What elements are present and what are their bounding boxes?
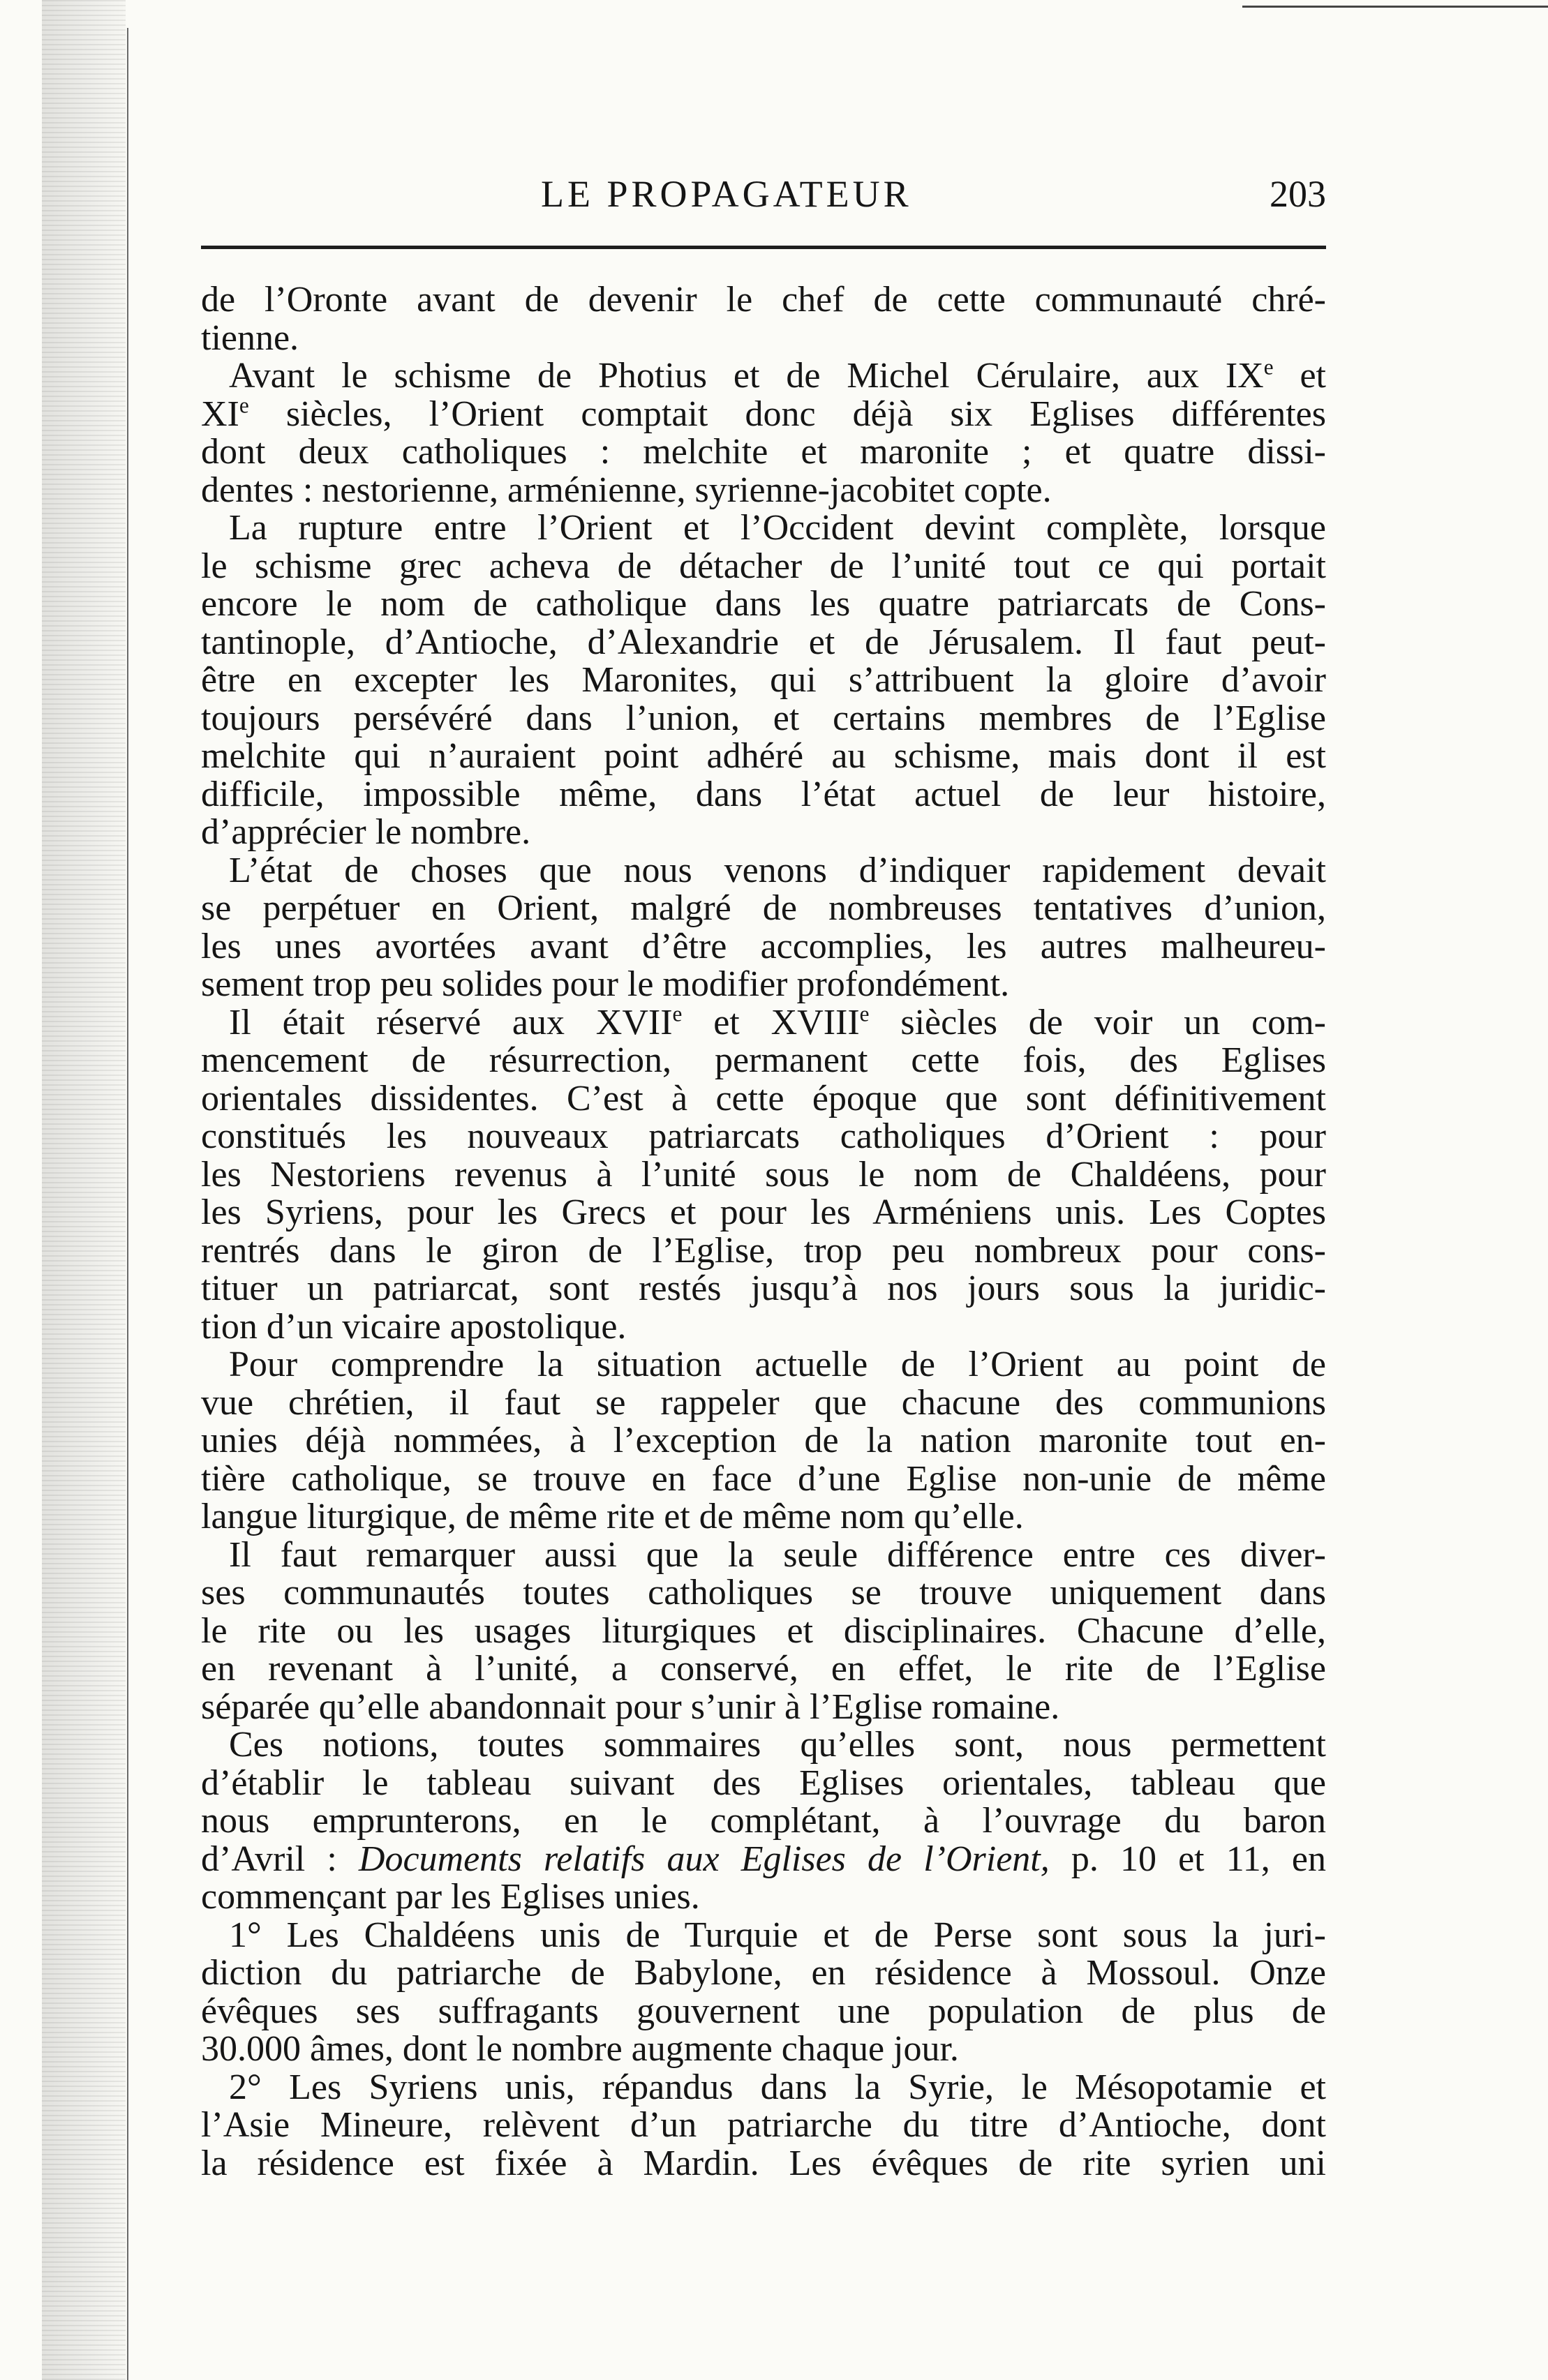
text-line: La rupture entre l’Orient et l’Occident devint complète, lorsque	[229, 508, 1326, 548]
paragraph	[201, 852, 1326, 1004]
text-line: le rite ou les usages liturgiques et disciplinaires. Chacune d’elle,	[201, 1610, 1326, 1651]
superscript: e	[672, 1001, 683, 1026]
paragraph	[201, 1726, 1326, 1917]
text-line: dentes : nestorienne, arménienne, syrienne-jacobitet copte.	[201, 470, 1052, 510]
text-line: la résidence est fixée à Mardin. Les évêques de rite syrien uni	[201, 2143, 1326, 2183]
superscript: e	[239, 392, 249, 417]
text-line: orientales dissidentes. C’est à cette époque que sont définitivement	[201, 1078, 1326, 1118]
text-line: toujours persévéré dans l’union, et certains membres de l’Eglise	[201, 698, 1326, 738]
text-line: unies déjà nommées, à l’exception de la nation maronite tout en-	[201, 1421, 1326, 1460]
top-edge-line	[1242, 6, 1548, 8]
text-line: rentrés dans le giron de l’Eglise, trop peu nombreux pour cons-	[201, 1230, 1326, 1271]
text-segment: Avant le schisme de Photius et de Michel Cérulaire, aux IX	[229, 356, 1264, 396]
text-line: encore le nom de catholique dans les quatre patriarcats de Cons-	[201, 584, 1326, 624]
paragraph	[201, 2069, 1326, 2183]
text-line: constitués les nouveaux patriarcats catholiques d’Orient : pour	[201, 1116, 1326, 1156]
text-line: de l’Oronte avant de devenir le chef de cette communauté chré-	[201, 280, 1326, 320]
text-line: langue liturgique, de même rite et de même nom qu’elle.	[201, 1497, 1024, 1536]
text-line: melchite qui n’auraient point adhéré au schisme, mais dont il est	[201, 736, 1326, 776]
text-line: les Nestoriens revenus à l’unité sous le nom de Chaldéens, pour	[201, 1154, 1326, 1195]
text-line: ses communautés toutes catholiques se trouve uniquement dans	[201, 1573, 1326, 1612]
text-line: être en excepter les Maronites, qui s’attribuent la gloire d’avoir	[201, 660, 1326, 700]
text-line: 1° Les Chaldéens unis de Turquie et de Perse sont sous la juri-	[229, 1915, 1326, 1955]
text-line: commençant par les Eglises unies.	[201, 1877, 700, 1917]
paragraph	[201, 1917, 1326, 2069]
text-line: 30.000 âmes, dont le nombre augmente chaque jour.	[201, 2029, 959, 2069]
text-line: Il faut remarquer aussi que la seule différence entre ces diver-	[229, 1534, 1326, 1575]
paragraph	[201, 1346, 1326, 1536]
paragraph	[201, 1001, 1326, 1347]
text-line: mencement de résurrection, permanent cette fois, des Eglises	[201, 1040, 1326, 1080]
text-line: les Syriens, pour les Grecs et pour les Arméniens unis. Les Coptes	[201, 1192, 1326, 1232]
scan-binding-shadow	[42, 0, 126, 2380]
text-line	[201, 1841, 1326, 1879]
text-segment: et XVIII	[682, 1002, 860, 1042]
text-line: tienne.	[201, 317, 299, 358]
text-line: L’état de choses que nous venons d’indiquer rapidement devait	[229, 850, 1326, 890]
text-line: tantinople, d’Antioche, d’Alexandrie et de Jérusalem. Il faut peut-	[201, 622, 1326, 662]
text-line: Pour comprendre la situation actuelle de l’Orient au point de	[229, 1345, 1326, 1384]
text-line: diction du patriarche de Babylone, en résidence à Mossoul. Onze	[201, 1953, 1326, 1993]
text-segment: p. 10 et 11, en	[1049, 1839, 1327, 1879]
text-line: les unes avortées avant d’être accomplies, les autres malheureu-	[201, 926, 1326, 966]
page-number: 203	[1270, 173, 1326, 215]
text-segment: Il était réservé aux XVII	[229, 1002, 673, 1042]
text-line: 2° Les Syriens unis, répandus dans la Syrie, le Mésopotamie et	[229, 2067, 1326, 2107]
text-line	[201, 1001, 1326, 1042]
text-line: tituer un patriarcat, sont restés jusqu’à nos jours sous la juridic-	[201, 1268, 1326, 1308]
text-line	[201, 392, 1326, 434]
text-line: Ces notions, toutes sommaires qu’elles sont, nous permettent	[229, 1725, 1326, 1765]
text-line: sement trop peu solides pour le modifier profondément.	[201, 964, 1010, 1004]
binding-edge-line	[127, 28, 128, 2380]
text-line: tion d’un vicaire apostolique.	[201, 1306, 627, 1347]
header-rule	[201, 246, 1326, 249]
text-line	[201, 354, 1326, 396]
paragraph	[201, 1536, 1326, 1727]
superscript: e	[1263, 354, 1274, 380]
running-title: LE PROPAGATEUR	[541, 173, 912, 215]
text-segment: siècles de voir un com-	[869, 1002, 1326, 1042]
text-line: nous emprunterons, en le complétant, à l’ouvrage du baron	[201, 1801, 1326, 1841]
text-segment: siècles, l’Orient comptait donc déjà six Eglises différentes	[248, 394, 1326, 434]
text-segment: et	[1273, 356, 1326, 396]
text-line: se perpétuer en Orient, malgré de nombreuses tentatives d’union,	[201, 888, 1326, 928]
page-body	[201, 281, 1326, 2183]
superscript: e	[859, 1001, 870, 1026]
paragraph	[201, 354, 1326, 510]
text-line: en revenant à l’unité, a conservé, en effet, le rite de l’Eglise	[201, 1649, 1326, 1689]
text-line: d’établir le tableau suivant des Eglises orientales, tableau que	[201, 1762, 1326, 1803]
text-line: évêques ses suffragants gouvernent une population de plus de	[201, 1991, 1326, 2031]
text-line: séparée qu’elle abandonnait pour s’unir à l’Eglise romaine.	[201, 1686, 1060, 1727]
text-line: d’apprécier le nombre.	[201, 812, 531, 852]
text-line: le schisme grec acheva de détacher de l’unité tout ce qui portait	[201, 546, 1326, 586]
paragraph	[201, 509, 1326, 852]
text-line: tière catholique, se trouve en face d’une Eglise non-unie de même	[201, 1458, 1326, 1499]
text-segment: d’Avril :	[201, 1839, 359, 1879]
text-line: difficile, impossible même, dans l’état actuel de leur histoire,	[201, 774, 1326, 814]
text-line: vue chrétien, il faut se rappeler que chacune des communions	[201, 1382, 1326, 1423]
text-segment: XI	[201, 394, 239, 434]
text-line: dont deux catholiques : melchite et maronite ; et quatre dissi-	[201, 432, 1326, 472]
italic-title: Documents relatifs aux Eglises de l’Orient,	[358, 1839, 1050, 1879]
paragraph	[201, 281, 1326, 357]
text-line: l’Asie Mineure, relèvent d’un patriarche du titre d’Antioche, dont	[201, 2105, 1326, 2145]
